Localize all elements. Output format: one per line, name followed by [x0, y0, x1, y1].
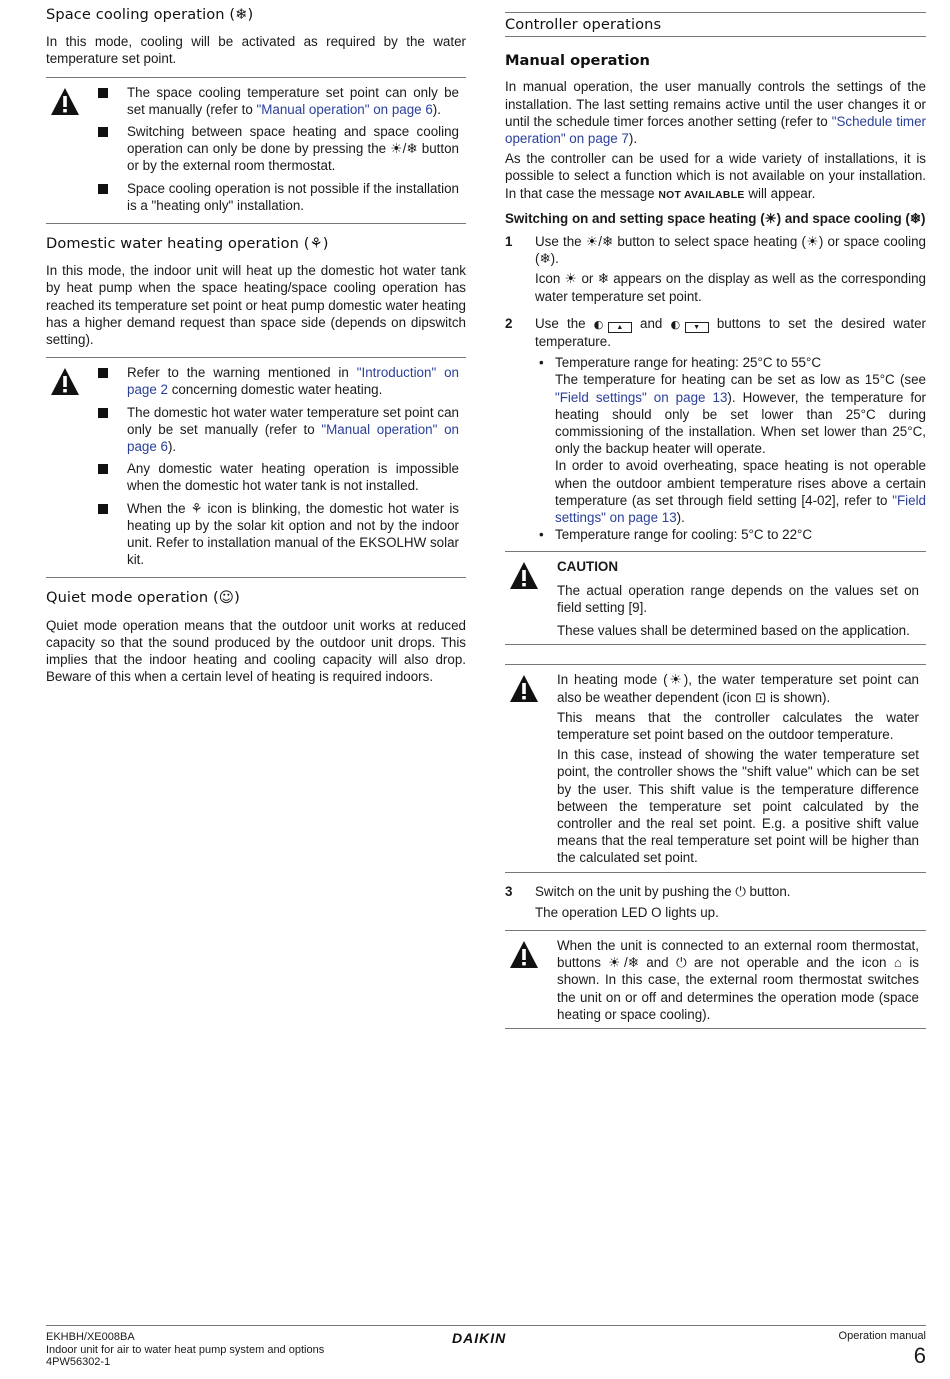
step-1-line-1: Use the ☀/❄ button to select space heating (☀) or space cooling (❄). — [535, 234, 926, 267]
footer-description: Indoor unit for air to water heat pump system and options — [46, 1343, 325, 1356]
domestic-water-heading: Domestic water heating operation (⚘) — [46, 235, 329, 253]
caution-box — [505, 551, 926, 645]
down-key-icon: ▼ — [685, 322, 709, 333]
caution-p1: The actual operation range depends on the values set on field setting [9]. — [557, 582, 919, 615]
warning-icon — [505, 937, 557, 1023]
step-2: 2 Use the ◐ ▲ and ◐ ▼ buttons to set the desired water temperature. • Temperature range for heating: 25°C to 55°C The temperature for heating can be set as low as 15°C (see "Field settings" on page 13). However, the temperature for heating should only be set lower than 25°C during commissioning of the installation. When set lower than 25°C, only the backup heater will operate. In order to avoid overheating, space heating is not operable when the outdoor ambient temperature rises above a certain temperature (as set through field setting [4-02], refer to "Field settings" on page 13). • Temperature range for cooling: 5°C to 22°C — [505, 315, 926, 543]
caution-title: CAUTION — [557, 559, 618, 575]
step-3: 3 Switch on the unit by pushing the ⏻ button. The operation LED O lights up. — [505, 883, 926, 921]
step-3-line-2: The operation LED O lights up. — [535, 904, 719, 920]
step-3-line-1: Switch on the unit by pushing the ⏻ button. — [535, 883, 791, 899]
heating-range-item: • Temperature range for heating: 25°C to 55°C The temperature for heating can be set as low as 15°C (see "Field settings" on page 13). However, the temperature for heating should only be set lower than 25°C during commissioning of the installation. When set lower than 25°C, only the backup heater will operate. In order to avoid overheating, space heating is not operable when the outdoor ambient temperature rises above a certain temperature (as set through field setting [4-02], refer to "Field settings" on page 13). — [539, 355, 926, 526]
clock-up-icon: ◐ — [593, 317, 608, 331]
weather-p1: In heating mode (☀), the water temperature set point can also be weather dependent (icon ⊡ is shown). — [557, 672, 919, 705]
thermostat-warning — [505, 930, 926, 1029]
daikin-logo: DAIKIN — [452, 1330, 507, 1346]
controller-operations-bar — [505, 12, 926, 37]
space-cooling-warning — [46, 77, 466, 224]
weather-p2: This means that the controller calculates the water temperature set point based on the outdoor temperature. — [557, 709, 919, 742]
warning-icon — [505, 558, 557, 639]
up-key-icon: ▲ — [608, 322, 632, 333]
introduction-link[interactable]: "Introduction" on page 2 — [127, 365, 459, 398]
list-item: Any domestic water heating operation is impossible when the domestic hot water tank is not installed. — [98, 460, 459, 494]
manual-operation-link[interactable]: "Manual operation" on page 6 — [256, 101, 433, 117]
page-footer — [46, 1325, 926, 1369]
list-item: The domestic hot water water temperature set point can only be set manually (refer to "Manual operation" on page 6). — [98, 404, 459, 456]
step-2-intro: Use the ◐ ▲ and ◐ ▼ buttons to set the desired water temperature. — [535, 315, 926, 350]
warning-icon — [505, 671, 557, 866]
not-available-message: NOT AVAILABLE — [658, 189, 745, 201]
field-settings-link[interactable]: "Field settings" on page 13 — [555, 492, 926, 526]
weather-dependent-warning — [505, 664, 926, 872]
schedule-timer-link[interactable]: "Schedule timer operation" on page 7 — [505, 113, 926, 147]
thermostat-text: When the unit is connected to an external room thermostat, buttons ☀/❄ and ⏻ are not operable and the icon ⌂ is shown. In this case, the external room thermostat switches the unit on or off and determines the operation mode (space heating or space cooling). — [557, 937, 919, 1022]
domestic-water-intro: In this mode, the indoor unit will heat up the domestic hot water tank by heat pump when the space heating/space cooling operation has reached its temperature set point or heat pump domestic water heating has a higher demand request than space side (depends on dipswitch setting). — [46, 263, 466, 348]
quiet-mode-heading: Quiet mode operation (☺) — [46, 589, 240, 607]
warning-icon — [46, 364, 98, 573]
footer-manual-type: Operation manual — [838, 1330, 926, 1342]
space-cooling-heading: Space cooling operation (❄) — [46, 6, 254, 23]
step-1: 1 Use the ☀/❄ button to select space heating (☀) or space cooling (❄). Icon ☀ or ❄ appears on the display as well as the corresponding water temperature set point. — [505, 234, 926, 304]
list-item: The space cooling temperature set point can only be set manually (refer to "Manual operation" on page 6). — [98, 84, 459, 118]
manual-operation-p1: In manual operation, the user manually controls the settings of the installation. The last setting remains active until the user changes it or until the schedule timer forces another setting (refer to "Schedule timer operation" on page 7). — [505, 79, 926, 147]
field-settings-link[interactable]: "Field settings" on page 13 — [555, 389, 728, 405]
list-item: Space cooling operation is not possible if the installation is a "heating only" installation. — [98, 180, 459, 214]
list-item: When the ⚘ icon is blinking, the domestic hot water is heating up by the solar kit option and not by the indoor unit. Refer to installation manual of the EKSOLHW solar kit. — [98, 500, 459, 569]
domestic-water-warning — [46, 357, 466, 578]
quiet-mode-intro: Quiet mode operation means that the outdoor unit works at reduced capacity so that the sound produced by the outdoor unit drops. This implies that the indoor heating and cooling capacity will also drop. Beware of this when a certain level of heating is required indoors. — [46, 617, 466, 685]
footer-doc-code: 4PW56302-1 — [46, 1356, 111, 1369]
footer-right — [839, 1330, 926, 1368]
footer-model: EKHBH/XE008BA — [46, 1331, 135, 1343]
manual-operation-heading: Manual operation — [505, 52, 650, 70]
switching-heading: Switching on and setting space heating (☀) and space cooling (❄) — [505, 210, 926, 226]
left-column — [46, 0, 466, 686]
manual-operation-link[interactable]: "Manual operation" on page 6 — [127, 421, 459, 455]
controller-operations-title: Controller operations — [505, 16, 662, 33]
page-number: 6 — [913, 1342, 926, 1368]
footer-left — [46, 1331, 324, 1369]
manual-operation-p2: As the controller can be used for a wide variety of installations, it is possible to select a function which is not available on your installation. In that case the message NOT AVAILABLE will appear. — [505, 151, 926, 201]
space-cooling-warning-list — [98, 84, 466, 219]
caution-p2: These values shall be determined based on the application. — [557, 623, 910, 639]
clock-down-icon: ◐ — [670, 317, 685, 331]
space-cooling-intro: In this mode, cooling will be activated as required by the water temperature set point. — [46, 34, 466, 67]
list-item: Refer to the warning mentioned in "Introduction" on page 2 concerning domestic water heating. — [98, 364, 459, 398]
domestic-water-warning-list — [98, 364, 466, 573]
warning-icon — [46, 84, 98, 219]
weather-p3: In this case, instead of showing the water temperature set point, the controller shows the "shift value" which can be set by the user. This shift value is the temperature difference between the temperature set point calculated by the controller and the real set point. E.g. a positive shift value means that the real temperature set point will be higher than the calculated set point. — [557, 747, 919, 866]
step-1-line-2: Icon ☀ or ❄ appears on the display as well as the corresponding water temperature set point. — [535, 271, 926, 304]
right-column — [505, 0, 926, 1029]
cooling-range-item: • Temperature range for cooling: 5°C to 22°C — [539, 527, 813, 543]
list-item: Switching between space heating and space cooling operation can only be done by pressing the ☀/❄ button or by the external room thermostat. — [98, 123, 459, 175]
